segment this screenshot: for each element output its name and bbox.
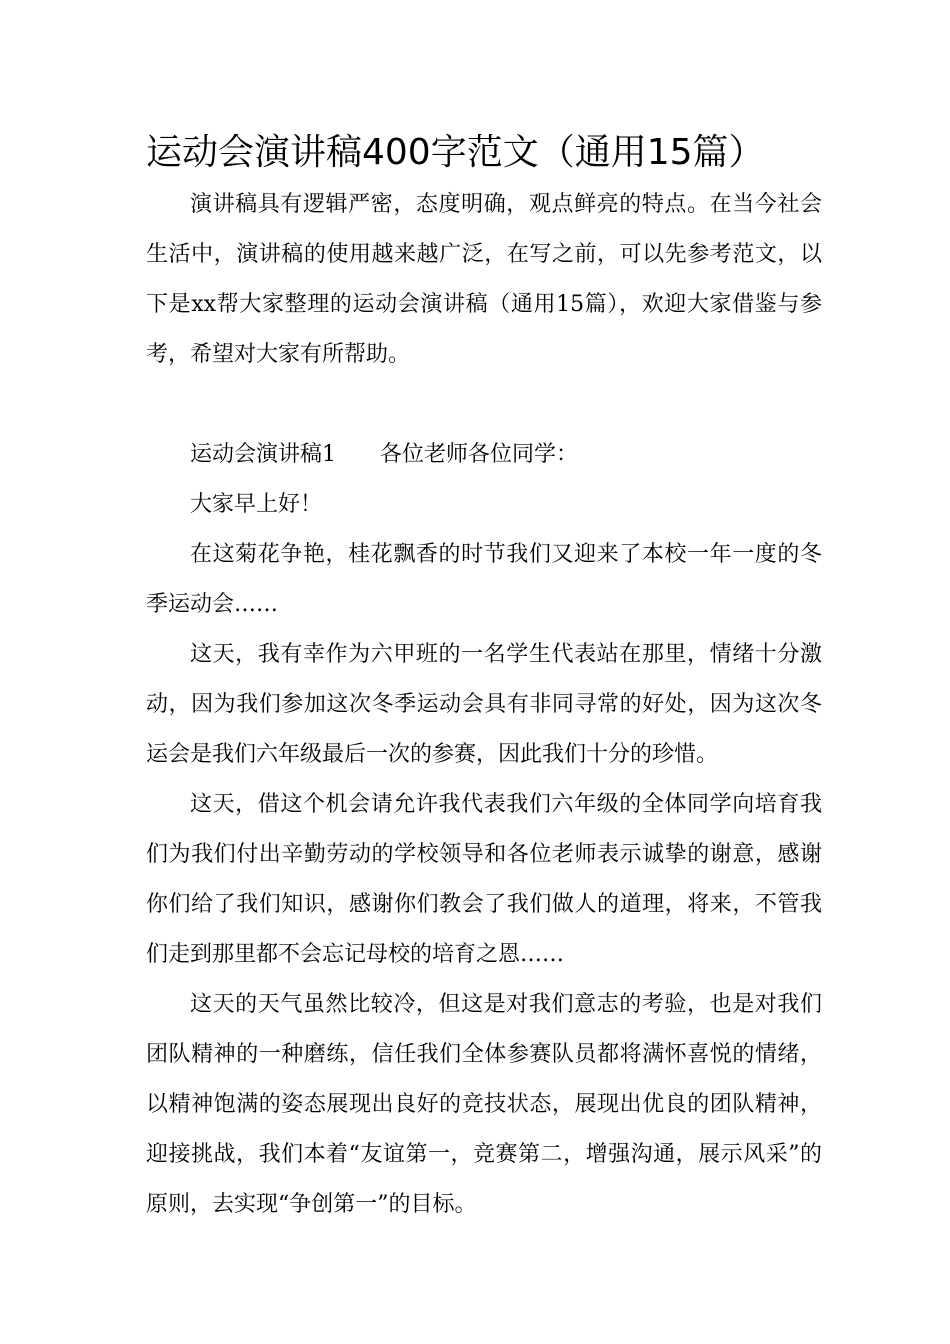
paragraph: 在这菊花争艳，桂花飘香的时节我们又迎来了本校一年一度的冬季运动会…… bbox=[146, 542, 822, 617]
intro-paragraph: 演讲稿具有逻辑严密，态度明确，观点鲜亮的特点。在当今社会生活中，演讲稿的使用越来越广泛，在写之前，可以先参考范文，以下是xx帮大家整理的运动会演讲稿（通用15篇），欢迎大家借鉴与参考，希望对大家有所帮助。 bbox=[146, 192, 822, 367]
paragraph: 这天，借这个机会请允许我代表我们六年级的全体同学向培育我们为我们付出辛勤劳动的学校领导和各位老师表示诚挚的谢意，感谢你们给了我们知识，感谢你们教会了我们做人的道理，将来，不管我们走到那里都不会忘记母校的培育之恩…… bbox=[146, 792, 822, 967]
section-heading: 运动会演讲稿1 bbox=[190, 442, 336, 467]
paragraph: 大家早上好！ bbox=[190, 492, 323, 517]
section-heading-line bbox=[146, 430, 822, 480]
document-title: 运动会演讲稿400字范文（通用15篇） bbox=[146, 132, 765, 173]
paragraph: 这天的天气虽然比较冷，但这是对我们意志的考验，也是对我们团队精神的一种磨练，信任我们全体参赛队员都将满怀喜悦的情绪，以精神饱满的姿态展现出良好的竞技状态，展现出优良的团队精神，迎接挑战，我们本着“友谊第一，竞赛第二，增强沟通，展示风采”的原则，去实现“争创第一”的目标。 bbox=[146, 992, 822, 1217]
document-body bbox=[146, 180, 822, 1230]
salutation: 各位老师各位同学： bbox=[380, 442, 579, 467]
paragraph: 这天，我有幸作为六甲班的一名学生代表站在那里，情绪十分激动，因为我们参加这次冬季运动会具有非同寻常的好处，因为这次冬运会是我们六年级最后一次的参赛，因此我们十分的珍惜。 bbox=[146, 642, 822, 767]
